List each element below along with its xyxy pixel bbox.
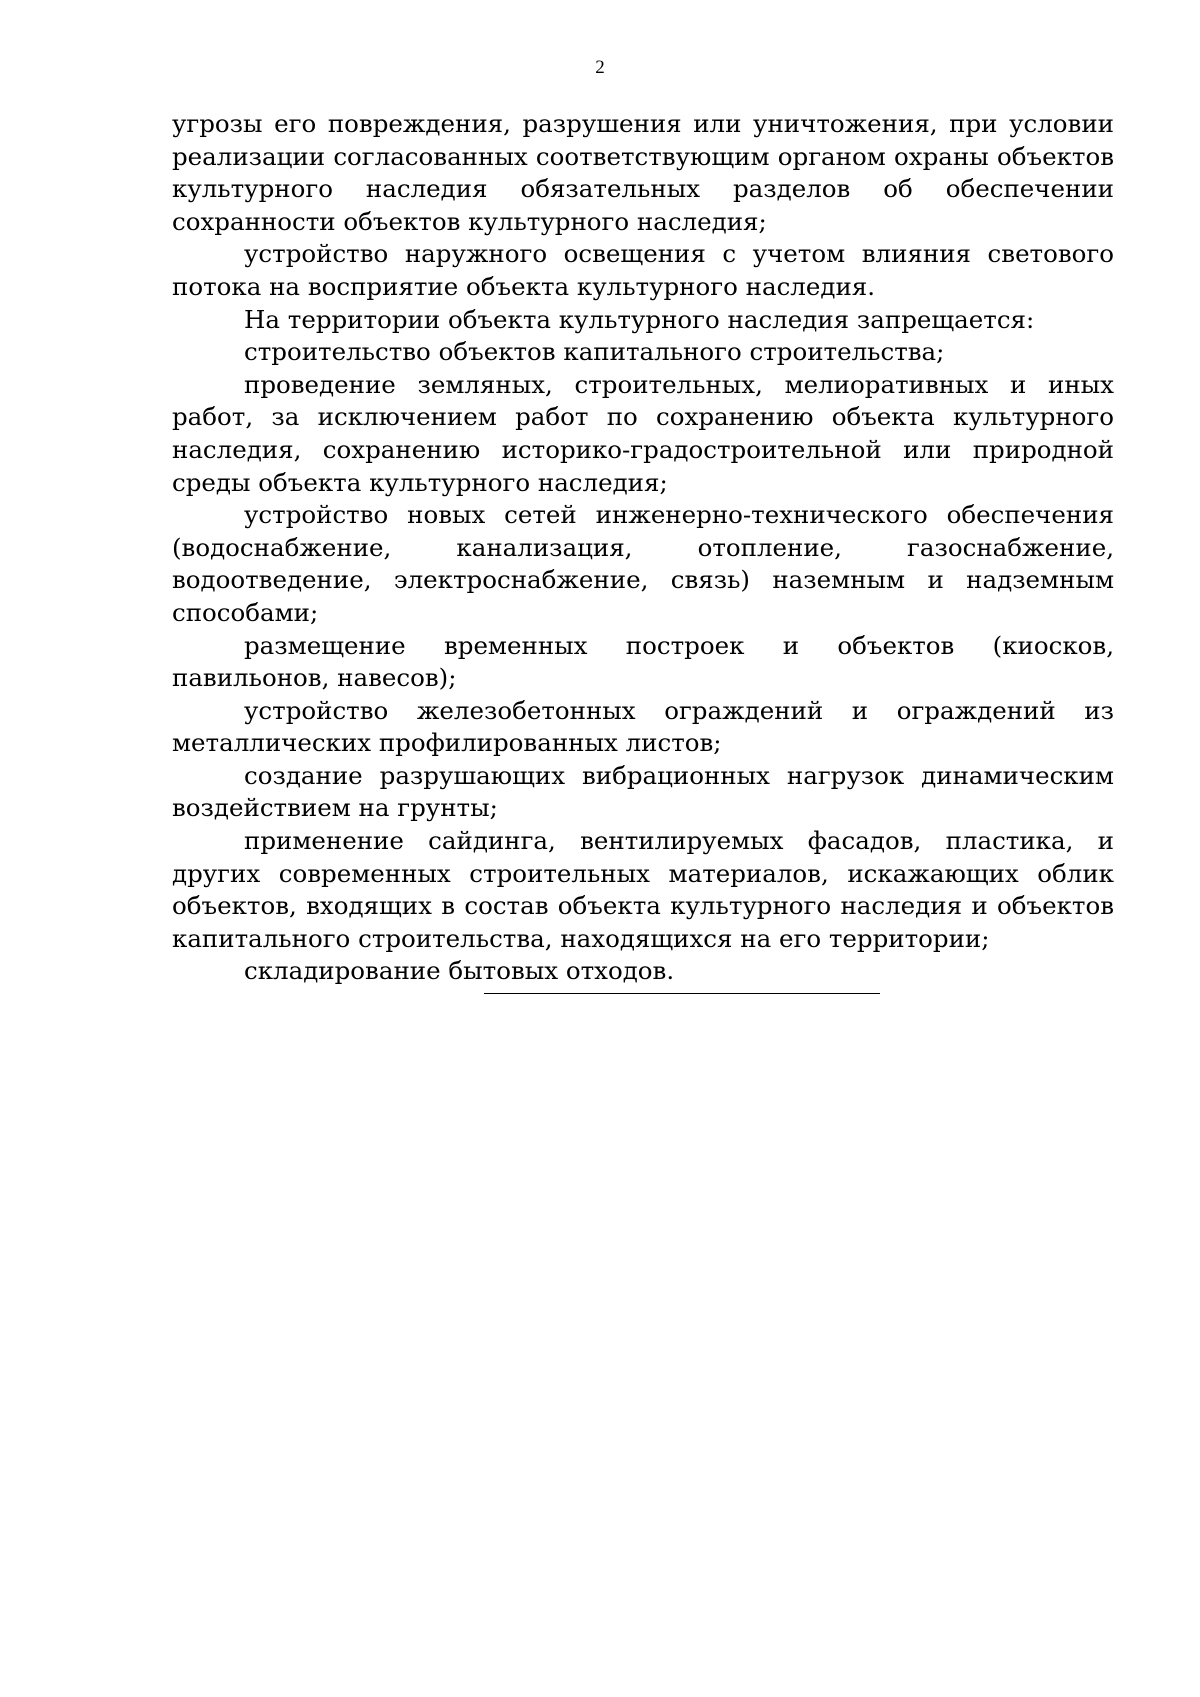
document-body: [172, 108, 1114, 988]
paragraph-capital-construction: строительство объектов капитального строительства;: [244, 337, 945, 367]
paragraph-outdoor-lighting: устройство наружного освещения с учетом влияния светового потока на восприятие объекта культурного наследия.: [172, 239, 1114, 301]
paragraph-engineering-networks: устройство новых сетей инженерно-технического обеспечения (водоснабжение, канализация, отопление, газоснабжение, водоотведение, электроснабжение, связь) наземным и надземным способами;: [172, 500, 1114, 627]
end-of-document-rule: [484, 993, 880, 994]
page-number: 2: [595, 57, 605, 78]
paragraph-modern-materials: применение сайдинга, вентилируемых фасадов, пластика, и других современных строительных материалов, искажающих облик объектов, входящих в состав объекта культурного наследия и объектов капитального строительства, находящихся на его территории;: [172, 826, 1114, 953]
paragraph-temporary-buildings: размещение временных построек и объектов (киосков, павильонов, навесов);: [172, 630, 1114, 693]
paragraph-earthworks: проведение земляных, строительных, мелиоративных и иных работ, за исключением работ по сохранению объекта культурного наследия, сохранению историко-градостроительной или природной среды объекта культурного наследия;: [172, 369, 1114, 497]
paragraph-fences: устройство железобетонных ограждений и ограждений из металлических профилированных листов;: [172, 695, 1114, 758]
paragraph-continuation: угрозы его повреждения, разрушения или уничтожения, при условии реализации согласованных соответствующим органом охраны объектов культурного наследия обязательных разделов об обеспечении сохранности объектов культурного наследия;: [172, 109, 1114, 236]
paragraph-vibration-loads: создание разрушающих вибрационных нагрузок динамическим воздействием на грунты;: [172, 760, 1114, 823]
paragraph-prohibitions-heading: На территории объекта культурного наследия запрещается:: [244, 304, 1035, 334]
paragraph-waste-storage: складирование бытовых отходов.: [244, 956, 675, 986]
